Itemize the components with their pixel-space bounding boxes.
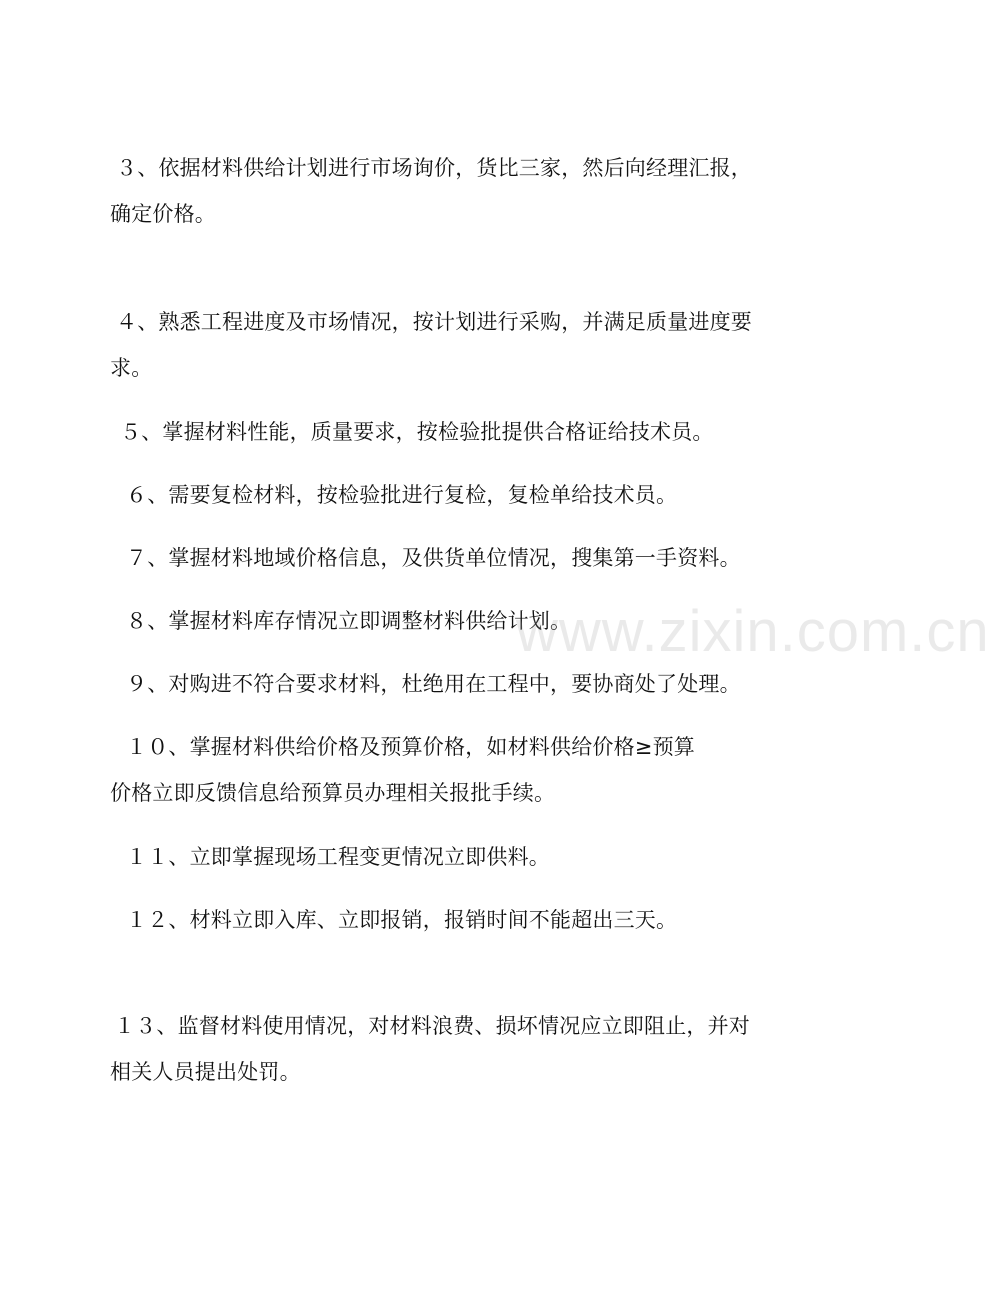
item-line: 确定价格。 <box>110 202 216 226</box>
item-line: １１、立即掌握现场工程变更情况立即供料。 <box>126 845 550 869</box>
list-item <box>110 472 810 518</box>
item-line: ８、掌握材料库存情况立即调整材料供给计划。 <box>126 609 572 633</box>
item-line: 相关人员提出处罚。 <box>110 1060 301 1084</box>
item-line: ４、熟悉工程进度及市场情况，按计划进行采购，并满足质量进度要 <box>116 310 752 334</box>
list-item <box>110 724 810 816</box>
item-line: ６、需要复检材料，按检验批进行复检，复检单给技术员。 <box>126 483 678 507</box>
item-line: 求。 <box>110 356 153 380</box>
item-line: １０、掌握材料供给价格及预算价格，如材料供给价格≥预算 <box>126 735 695 759</box>
item-line: 价格立即反馈信息给预算员办理相关报批手续。 <box>110 781 556 805</box>
list-item <box>110 834 810 880</box>
watermark: www.zixin.com.cn <box>516 599 990 664</box>
list-item <box>110 1003 810 1095</box>
item-line: ５、掌握材料性能，质量要求，按检验批提供合格证给技术员。 <box>120 420 714 444</box>
list-item <box>110 897 810 943</box>
item-line: ３、依据材料供给计划进行市场询价，货比三家，然后向经理汇报， <box>116 156 752 180</box>
list-item <box>110 535 810 581</box>
item-line: １２、材料立即入库、立即报销，报销时间不能超出三天。 <box>126 908 678 932</box>
item-line: ９、对购进不符合要求材料，杜绝用在工程中，要协商处了处理。 <box>126 672 741 696</box>
list-item <box>110 145 810 237</box>
list-item <box>110 409 810 455</box>
list-item <box>110 299 810 391</box>
item-line: １３、监督材料使用情况，对材料浪费、损坏情况应立即阻止，并对 <box>114 1014 750 1038</box>
item-line: ７、掌握材料地域价格信息，及供货单位情况，搜集第一手资料。 <box>126 546 741 570</box>
list-item <box>110 661 810 707</box>
